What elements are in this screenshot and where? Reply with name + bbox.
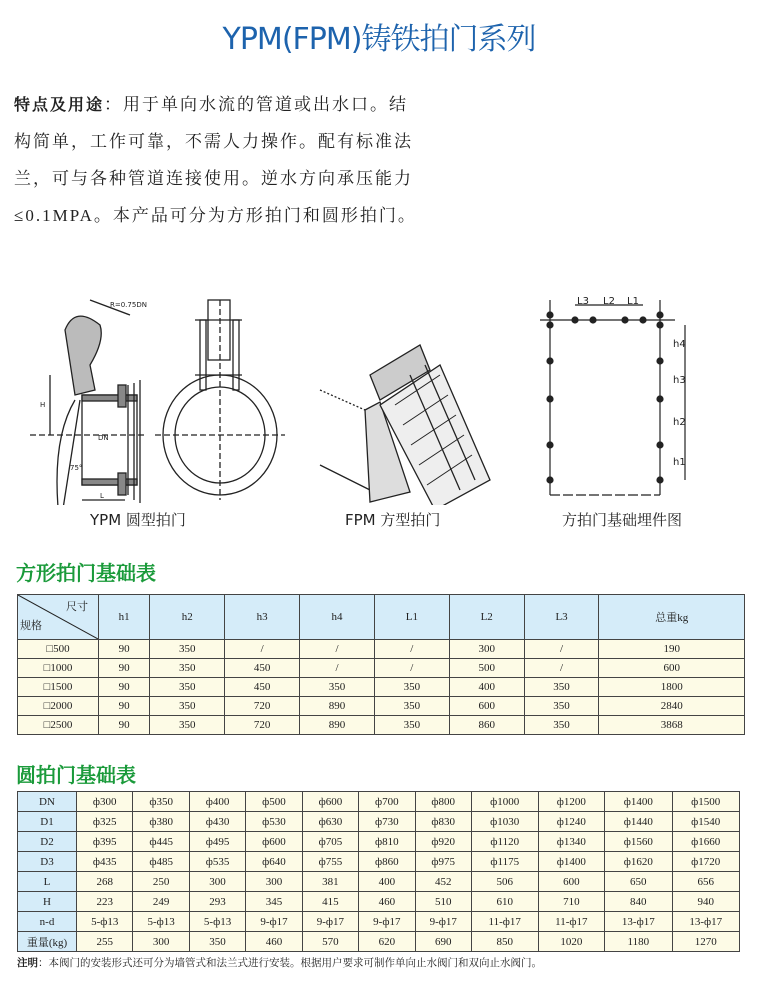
table-cell: □2500 (18, 716, 99, 735)
table-cell: 300 (189, 872, 245, 892)
table-cell: / (374, 640, 449, 659)
table-cell: 350 (374, 678, 449, 697)
table-cell: / (374, 659, 449, 678)
table-cell: D2 (18, 832, 77, 852)
table-cell: ф400 (189, 792, 245, 812)
square-table-heading: 方形拍门基础表 (16, 561, 156, 585)
table-cell: 720 (225, 697, 300, 716)
base-caption: 方拍门基础埋件图 (562, 511, 683, 529)
table-cell: ф1540 (672, 812, 740, 832)
table-cell: □2000 (18, 697, 99, 716)
corner-top: 尺寸 (66, 601, 88, 613)
svg-text:R=0.75DN: R=0.75DN (110, 301, 147, 309)
table-cell: 860 (449, 716, 524, 735)
table-cell: / (524, 640, 599, 659)
table-cell: 9-ф17 (415, 912, 471, 932)
table-cell: ф530 (246, 812, 302, 832)
table-cell: 450 (225, 678, 300, 697)
table-cell: 9-ф17 (246, 912, 302, 932)
table-row (18, 716, 745, 735)
table-cell: 650 (605, 872, 672, 892)
table-row (18, 812, 740, 832)
table-cell: 249 (133, 892, 189, 912)
table-cell: 9-ф17 (302, 912, 358, 932)
table-cell: 506 (471, 872, 538, 892)
table-cell: 9-ф17 (359, 912, 415, 932)
table-cell: 1180 (605, 932, 672, 952)
table-cell: 850 (471, 932, 538, 952)
table-cell: 90 (99, 697, 150, 716)
table-cell: 510 (415, 892, 471, 912)
table-cell: ф1720 (672, 852, 740, 872)
intro-paragraph (14, 86, 424, 234)
table-cell: ф700 (359, 792, 415, 812)
table-row (18, 892, 740, 912)
table-cell: 1270 (672, 932, 740, 952)
table-cell: 350 (524, 716, 599, 735)
table-cell: 重量(kg) (18, 932, 77, 952)
table-cell: 250 (133, 872, 189, 892)
table-cell: ф430 (189, 812, 245, 832)
table-cell: h1 (99, 595, 150, 640)
table-cell: 350 (189, 932, 245, 952)
svg-text:75°: 75° (70, 464, 83, 472)
table-cell: 90 (99, 640, 150, 659)
square-flap-table (17, 594, 745, 735)
table-cell: 600 (599, 659, 745, 678)
table-cell: D3 (18, 852, 77, 872)
table-cell: ф630 (302, 812, 358, 832)
table-cell: 1020 (538, 932, 605, 952)
table-cell: ф1000 (471, 792, 538, 812)
table-row (18, 872, 740, 892)
table-cell: 890 (300, 716, 375, 735)
intro-label: 特点及用途 (14, 95, 105, 114)
table-cell: ф975 (415, 852, 471, 872)
table-cell: ф445 (133, 832, 189, 852)
table-cell: ф325 (77, 812, 133, 832)
table-cell: L (18, 872, 77, 892)
table-cell: ф600 (302, 792, 358, 812)
table-cell: ф500 (246, 792, 302, 812)
table-cell: ф1340 (538, 832, 605, 852)
table-cell: 415 (302, 892, 358, 912)
table-row (18, 852, 740, 872)
table-row (18, 697, 745, 716)
table-cell: 90 (99, 716, 150, 735)
table-row (18, 832, 740, 852)
table-cell: ф380 (133, 812, 189, 832)
table-cell: L2 (449, 595, 524, 640)
table-cell: h3 (225, 595, 300, 640)
table-cell: 223 (77, 892, 133, 912)
svg-text:h2: h2 (673, 417, 686, 428)
table-cell: 452 (415, 872, 471, 892)
table-cell: 400 (449, 678, 524, 697)
table-cell: ф395 (77, 832, 133, 852)
table-cell: ф1560 (605, 832, 672, 852)
table-row (18, 912, 740, 932)
corner-cell (18, 595, 99, 640)
table-cell: 620 (359, 932, 415, 952)
table-cell: h4 (300, 595, 375, 640)
table-cell: ф1620 (605, 852, 672, 872)
table-cell: 350 (524, 697, 599, 716)
note (17, 955, 542, 970)
ypm-caption: YPM 圆型拍门 (90, 511, 186, 529)
table-cell: 450 (225, 659, 300, 678)
table-cell: 350 (374, 716, 449, 735)
table-cell: ф830 (415, 812, 471, 832)
table-cell: ф1440 (605, 812, 672, 832)
table-cell: L1 (374, 595, 449, 640)
table-cell: 1800 (599, 678, 745, 697)
table-cell: 350 (150, 678, 225, 697)
table-cell: 255 (77, 932, 133, 952)
ypm-round-flap-diagram (30, 295, 290, 505)
table-cell: ф705 (302, 832, 358, 852)
table-cell: 600 (449, 697, 524, 716)
table-cell: 300 (449, 640, 524, 659)
table-cell: 600 (538, 872, 605, 892)
table-cell: 293 (189, 892, 245, 912)
table-cell: ф1400 (538, 852, 605, 872)
table-cell: 610 (471, 892, 538, 912)
table-cell: 190 (599, 640, 745, 659)
table-cell: 570 (302, 932, 358, 952)
table-cell: / (524, 659, 599, 678)
table-cell: 840 (605, 892, 672, 912)
table-cell: 350 (150, 697, 225, 716)
table-cell: / (300, 659, 375, 678)
table-cell: ф1660 (672, 832, 740, 852)
table-header-row (18, 595, 745, 640)
table-cell: / (225, 640, 300, 659)
table-cell: 3868 (599, 716, 745, 735)
page-title: YPM(FPM)铸铁拍门系列 (222, 22, 536, 57)
svg-text:h4: h4 (673, 339, 686, 350)
table-cell: 300 (133, 932, 189, 952)
fpm-caption: FPM 方型拍门 (345, 511, 441, 529)
table-cell: D1 (18, 812, 77, 832)
table-cell: / (300, 640, 375, 659)
svg-text:L2: L2 (603, 296, 615, 307)
table-cell: L3 (524, 595, 599, 640)
table-cell: ф1400 (605, 792, 672, 812)
svg-text:DN: DN (98, 434, 109, 442)
table-cell: 总重kg (599, 595, 745, 640)
table-cell: 720 (225, 716, 300, 735)
table-cell: 268 (77, 872, 133, 892)
table-cell: ф600 (246, 832, 302, 852)
table-row (18, 678, 745, 697)
svg-text:h1: h1 (673, 457, 686, 468)
intro-text: ：用于单向水流的管道或出水口。结构简单，工作可靠，不需人力操作。配有标准法兰，可与各种管道连接使用。逆水方向承压能力≤0.1MPA。本产品可分为方形拍门和圆形拍门。 (14, 95, 417, 225)
table-cell: ф1200 (538, 792, 605, 812)
table-cell: ф755 (302, 852, 358, 872)
round-table-heading: 圆拍门基础表 (16, 763, 136, 787)
table-cell: 11-ф17 (471, 912, 538, 932)
table-cell: 345 (246, 892, 302, 912)
table-cell: ф730 (359, 812, 415, 832)
table-cell: 5-ф13 (189, 912, 245, 932)
table-cell: DN (18, 792, 77, 812)
table-cell: ф495 (189, 832, 245, 852)
table-cell: □500 (18, 640, 99, 659)
table-cell: 940 (672, 892, 740, 912)
table-cell: 460 (246, 932, 302, 952)
table-cell: h2 (150, 595, 225, 640)
table-cell: 460 (359, 892, 415, 912)
square-flap-embedded-parts-diagram (535, 295, 705, 505)
table-cell: 13-ф17 (672, 912, 740, 932)
table-cell: ф535 (189, 852, 245, 872)
table-cell: 300 (246, 872, 302, 892)
table-cell: 350 (150, 640, 225, 659)
table-cell: ф435 (77, 852, 133, 872)
table-cell: ф1500 (672, 792, 740, 812)
table-row (18, 640, 745, 659)
table-cell: ф1240 (538, 812, 605, 832)
svg-text:H: H (40, 401, 46, 409)
table-cell: ф485 (133, 852, 189, 872)
table-cell: 350 (524, 678, 599, 697)
table-cell: 2840 (599, 697, 745, 716)
table-row (18, 659, 745, 678)
table-cell: H (18, 892, 77, 912)
table-cell: 381 (302, 872, 358, 892)
table-row (18, 932, 740, 952)
table-row (18, 792, 740, 812)
table-cell: 13-ф17 (605, 912, 672, 932)
table-cell: 350 (374, 697, 449, 716)
note-text: ：本阀门的安装形式还可分为墙管式和法兰式进行安装。根据用户要求可制作单向止水阀门和双向止水阀门。 (38, 958, 542, 969)
table-cell: 890 (300, 697, 375, 716)
table-cell: 656 (672, 872, 740, 892)
table-cell: ф300 (77, 792, 133, 812)
table-cell: n-d (18, 912, 77, 932)
svg-text:h3: h3 (673, 375, 686, 386)
table-cell: ф640 (246, 852, 302, 872)
table-cell: 710 (538, 892, 605, 912)
table-cell: ф1120 (471, 832, 538, 852)
table-cell: 5-ф13 (77, 912, 133, 932)
svg-text:L1: L1 (627, 296, 639, 307)
fpm-square-flap-diagram (315, 295, 500, 505)
table-cell: 350 (300, 678, 375, 697)
table-cell: ф1175 (471, 852, 538, 872)
table-cell: ф800 (415, 792, 471, 812)
table-cell: 400 (359, 872, 415, 892)
table-cell: ф810 (359, 832, 415, 852)
table-cell: 90 (99, 659, 150, 678)
table-cell: ф860 (359, 852, 415, 872)
round-flap-table (17, 791, 740, 952)
svg-text:L: L (100, 492, 104, 500)
table-cell: 350 (150, 659, 225, 678)
table-cell: 90 (99, 678, 150, 697)
table-cell: □1000 (18, 659, 99, 678)
svg-text:L3: L3 (577, 296, 589, 307)
table-cell: ф920 (415, 832, 471, 852)
table-cell: ф350 (133, 792, 189, 812)
table-cell: ф1030 (471, 812, 538, 832)
table-cell: 11-ф17 (538, 912, 605, 932)
corner-bottom: 规格 (20, 620, 42, 632)
table-cell: 690 (415, 932, 471, 952)
note-label: 注明 (17, 957, 38, 969)
table-cell: 500 (449, 659, 524, 678)
table-cell: 5-ф13 (133, 912, 189, 932)
table-cell: 350 (150, 716, 225, 735)
table-cell: □1500 (18, 678, 99, 697)
